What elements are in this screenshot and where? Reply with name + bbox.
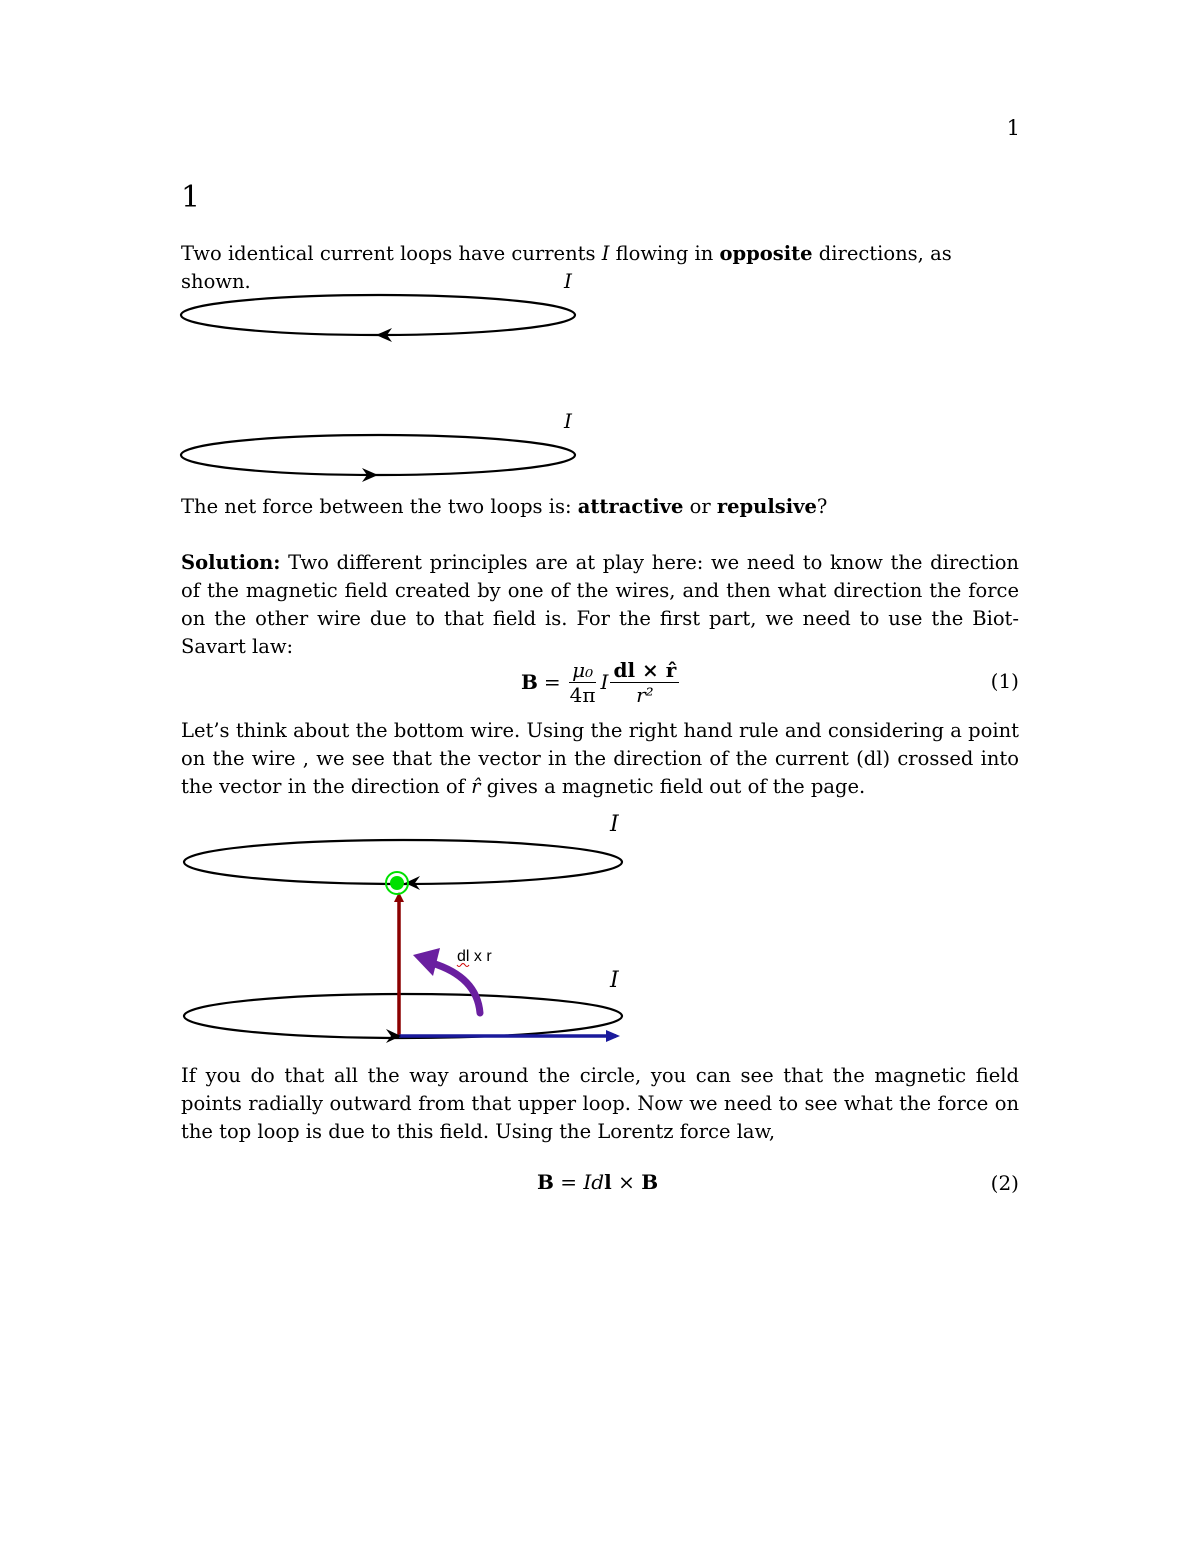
option-attractive: attractive (577, 495, 684, 518)
figure-vector-diagram (170, 805, 640, 1060)
eq2-times: × (611, 1170, 642, 1194)
p3-text: If you do that all the way around the circle, you can see that the magnetic field points radially outward from that upper loop. Now we need to see what the force on the top loop is due to this field. Using the Lorentz force law, (181, 1064, 1019, 1143)
eq1-fraction-2 (610, 658, 679, 707)
paragraph-2 (181, 717, 1019, 801)
bottom-loop (181, 435, 575, 475)
question-end: ? (816, 495, 828, 518)
paragraph-3 (181, 1062, 1019, 1146)
top-loop-2 (184, 840, 622, 884)
eq2-lhs: B (537, 1170, 554, 1194)
eq2-equals: = (553, 1170, 584, 1194)
eq2-field: B (641, 1170, 659, 1194)
solution-paragraph (181, 549, 1019, 661)
eq1-frac1-numerator: μ₀ (569, 658, 596, 683)
solution-label: Solution: (181, 551, 281, 574)
eq1-frac1-denominator: 4π (569, 682, 596, 707)
eq1-equals: = (543, 670, 561, 694)
eq1-number: (1) (990, 669, 1019, 693)
figure-two-loops (170, 265, 600, 490)
intro-text-c: directions, as shown. (181, 242, 952, 293)
cross-product-arrowhead (413, 948, 440, 976)
question-lead: The net force between the two loops is: (181, 495, 578, 518)
top-loop (181, 295, 575, 335)
question (181, 493, 1019, 521)
intro-text-a: Two identical current loops have currents (181, 242, 602, 265)
intro-text-b: flowing in (609, 242, 720, 265)
question-or: or (683, 495, 717, 518)
equation-2 (181, 1168, 1019, 1218)
eq1-current: I (600, 670, 609, 694)
section-number: 1 (181, 180, 201, 215)
eq1-frac2-denominator: r² (636, 682, 654, 707)
bottom-current-label-2: I (610, 968, 619, 993)
cross-product-curve (432, 963, 480, 1013)
intro-current-symbol: I (601, 242, 610, 265)
p2-text-b: gives a magnetic field out of the page. (480, 775, 866, 798)
top-current-label-2: I (610, 812, 619, 837)
bottom-current-label: I (564, 409, 572, 433)
page-number: 1 (1006, 116, 1020, 140)
solution-text: Two different principles are at play here: we need to know the direction of the magnetic field created by one of the wires, and then what direction the force on the other wire due to that field is. For the first part, we need to use the Biot-Savart law: (181, 551, 1019, 658)
eq2-number: (2) (990, 1171, 1019, 1195)
field-point (390, 876, 404, 890)
intro-bold-word: opposite (719, 242, 813, 265)
eq1-fraction-1 (567, 658, 599, 707)
eq1-frac2-numerator: dl × r̂ (610, 658, 679, 683)
eq2-l: l (604, 1170, 612, 1194)
p2-text-a: Let’s think about the bottom wire. Using the right hand rule and considering a point on the wire , we see that the vector in the direction of the current (dl) crossed into the vector in the direction of (181, 719, 1019, 798)
cross-product-label: dl x r (457, 948, 492, 965)
top-current-label: I (564, 269, 572, 293)
bottom-loop-2 (184, 994, 622, 1038)
eq1-lhs: B (521, 670, 538, 694)
equation-1 (181, 656, 1019, 706)
option-repulsive: repulsive (716, 495, 817, 518)
p2-rhat: r̂ (471, 775, 481, 798)
eq2-d: d (591, 1170, 605, 1194)
eq2-current: I (583, 1170, 592, 1194)
